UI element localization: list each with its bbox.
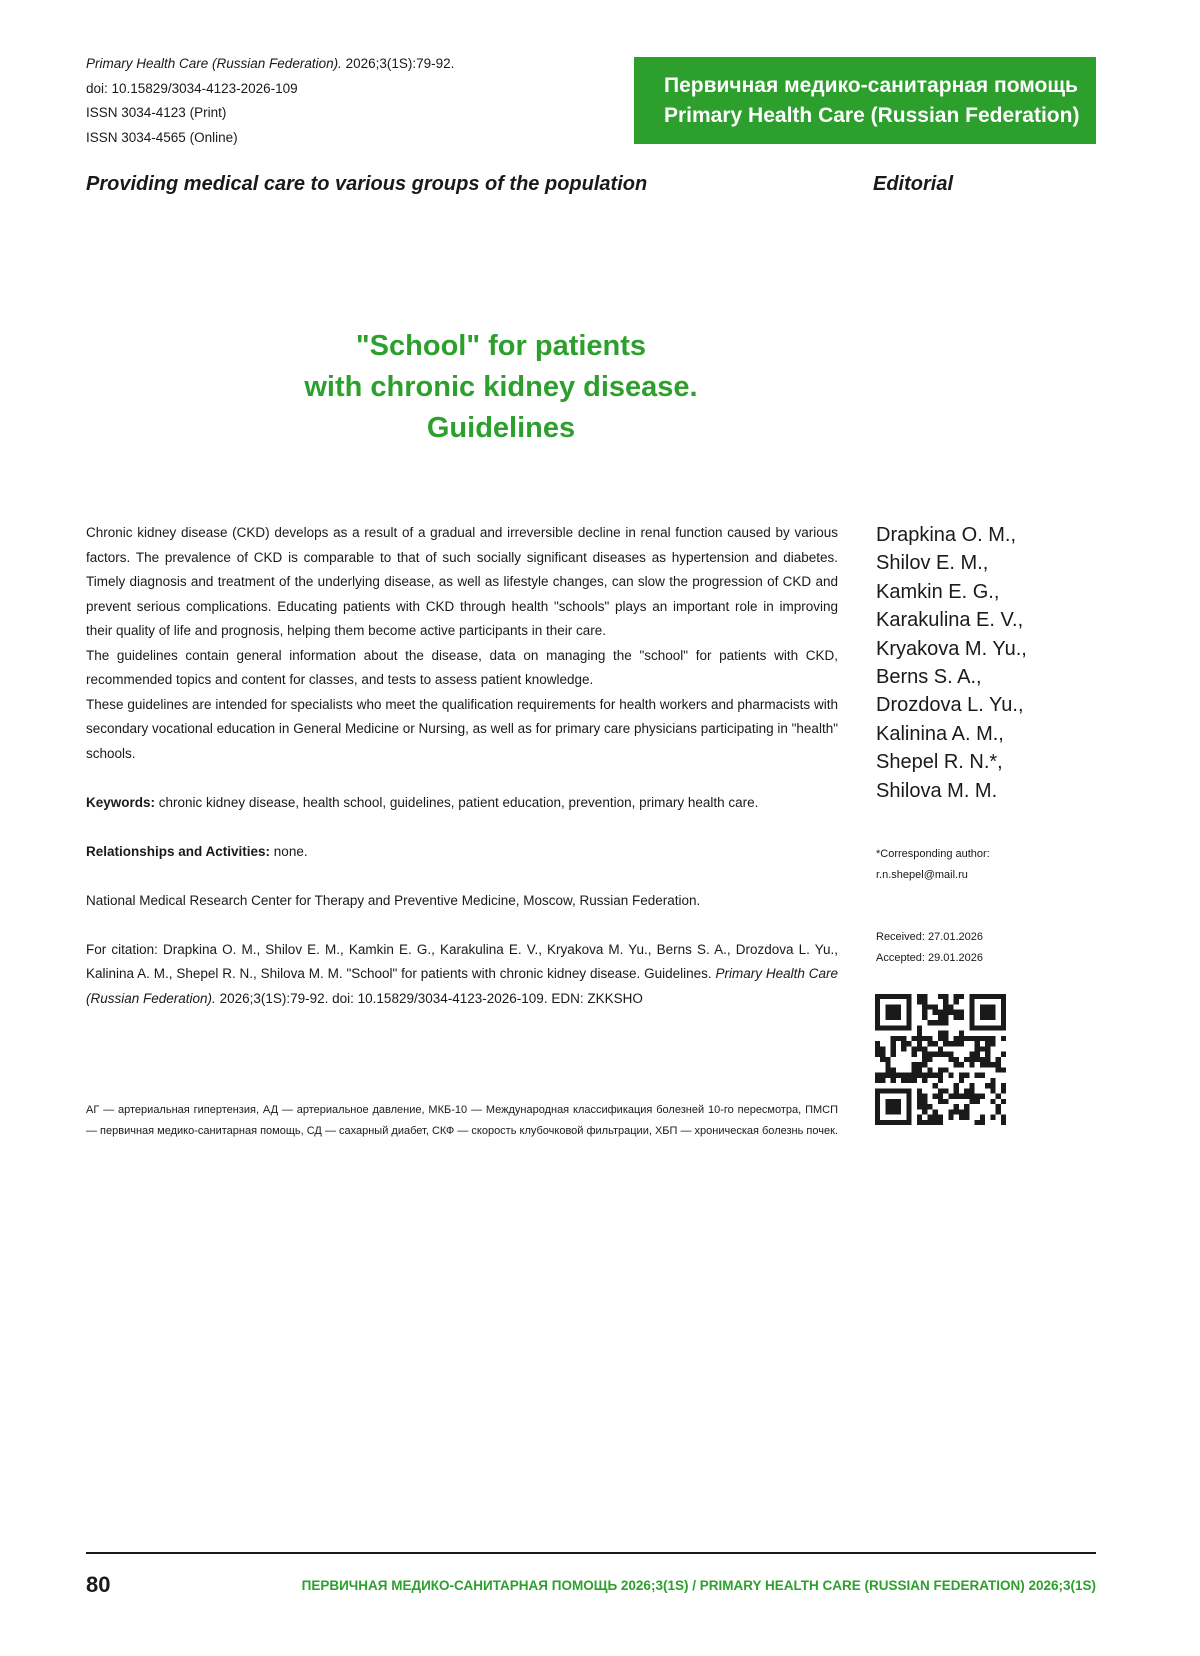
issn-online: ISSN 3034-4565 (Online)	[86, 129, 238, 145]
abbreviations: АГ — артериальная гипертензия, АД — артериальное давление, МКБ-10 — Международная классификация болезней 10-го пересмотра, ПМСП — первичная медико-санитарная помощь, СД — сахарный диабет, СКФ — скорость клубочковой фильтрации, ХБП — хроническая болезнь почек.	[86, 1104, 838, 1137]
author-name: Kryakova M. Yu.,	[876, 637, 1027, 660]
article-type: Editorial	[873, 173, 954, 195]
abstract-paragraph: The guidelines contain general information about the disease, data on managing the "school" for patients with CKD, recommended topics and content for classes, and tests to assess patient knowledge.	[86, 647, 838, 687]
keywords-text: chronic kidney disease, health school, guidelines, patient education, prevention, primary health care.	[155, 794, 759, 810]
section-heading: Providing medical care to various groups of the population	[86, 173, 648, 195]
footer-divider	[86, 1552, 1096, 1554]
author-name: Drozdova L. Yu.,	[876, 694, 1024, 717]
running-footer: ПЕРВИЧНАЯ МЕДИКО-САНИТАРНАЯ ПОМОЩЬ 2026;3(1S) / PRIMARY HEALTH CARE (RUSSIAN FEDERATION) 2026;3(1S)	[301, 1578, 1096, 1593]
citation-journal: Primary Health Care (Russian Federation).	[86, 966, 838, 1006]
issn-print: ISSN 3034-4123 (Print)	[86, 105, 227, 120]
relationships	[86, 840, 838, 865]
citation-rest: 2026;3(1S):79-92. doi: 10.15829/3034-4123-2026-109. EDN: ZKKSHO	[215, 990, 643, 1006]
author-name: Karakulina E. V.,	[876, 609, 1024, 632]
title-line: Guidelines	[426, 412, 576, 444]
title-line: "School" for patients	[355, 330, 647, 362]
accepted-date: Accepted: 29.01.2026	[876, 952, 984, 964]
article-dates	[876, 927, 983, 969]
abstract-paragraph: These guidelines are intended for specialists who meet the qualification requirements for health workers and pharmacists with secondary vocational education in General Medicine or Nursing, as well as for primary care physicians participating in "health" schools.	[86, 696, 838, 761]
author-name: Kamkin E. G.,	[876, 580, 1000, 603]
abstract-column	[86, 521, 838, 1011]
author-name: Drapkina O. M.,	[876, 524, 1017, 546]
title-line: with chronic kidney disease.	[304, 371, 698, 403]
received-date: Received: 27.01.2026	[876, 931, 984, 943]
citation	[86, 938, 838, 1012]
journal-reference	[86, 52, 454, 77]
article-meta	[86, 52, 454, 150]
qr-code-icon[interactable]	[875, 994, 1006, 1125]
affiliation: National Medical Research Center for Therapy and Preventive Medicine, Moscow, Russian Federation.	[86, 892, 701, 908]
author-list	[876, 521, 1027, 805]
keywords-label: Keywords:	[86, 794, 156, 810]
banner-title-en: Primary Health Care (Russian Federation)	[664, 104, 1080, 127]
corresponding-email[interactable]: r.n.shepel@mail.ru	[876, 869, 968, 881]
citation-text: For citation: Drapkina O. M., Shilov E. M., Kamkin E. G., Karakulina E. V., Kryakova M. Yu., Berns S. A., Drozdova L. Yu., Kalinina A. M., Shepel R. N., Shilova M. M. "School" for patients with chronic kidney disease. Guidelines.	[86, 941, 838, 981]
author-name: Shepel R. N.*,	[876, 751, 1003, 774]
journal-banner	[634, 57, 1096, 144]
corresponding-label: *Corresponding author:	[876, 848, 990, 860]
article-title	[0, 326, 1006, 449]
keywords	[86, 791, 838, 816]
journal-title: Primary Health Care (Russian Federation).	[86, 56, 342, 71]
abstract-paragraph: Chronic kidney disease (CKD) develops as a result of a gradual and irreversible decline in renal function caused by various factors. The prevalence of CKD is comparable to that of such socially significant diseases as hypertension and diabetes. Timely diagnosis and treatment of the underlying disease, as well as lifestyle changes, can slow the progression of CKD and prevent serious complications. Educating patients with CKD through health "schools" plays an important role in improving their quality of life and prognosis, helping them become active participants in their care.	[86, 525, 838, 638]
author-name: Shilov E. M.,	[876, 552, 989, 575]
page-number: 80	[86, 1572, 111, 1597]
banner-title-ru: Первичная медико-санитарная помощь	[664, 74, 1078, 97]
author-name: Shilova M. M.	[876, 779, 998, 802]
relationships-label: Relationships and Activities:	[86, 843, 271, 859]
relationships-text: none.	[270, 843, 308, 859]
corresponding-author	[876, 844, 990, 886]
journal-issue: 2026;3(1S):79-92.	[341, 56, 455, 71]
author-name: Berns S. A.,	[876, 666, 982, 689]
author-name: Kalinina A. M.,	[876, 722, 1004, 745]
doi: doi: 10.15829/3034-4123-2026-109	[86, 80, 298, 96]
